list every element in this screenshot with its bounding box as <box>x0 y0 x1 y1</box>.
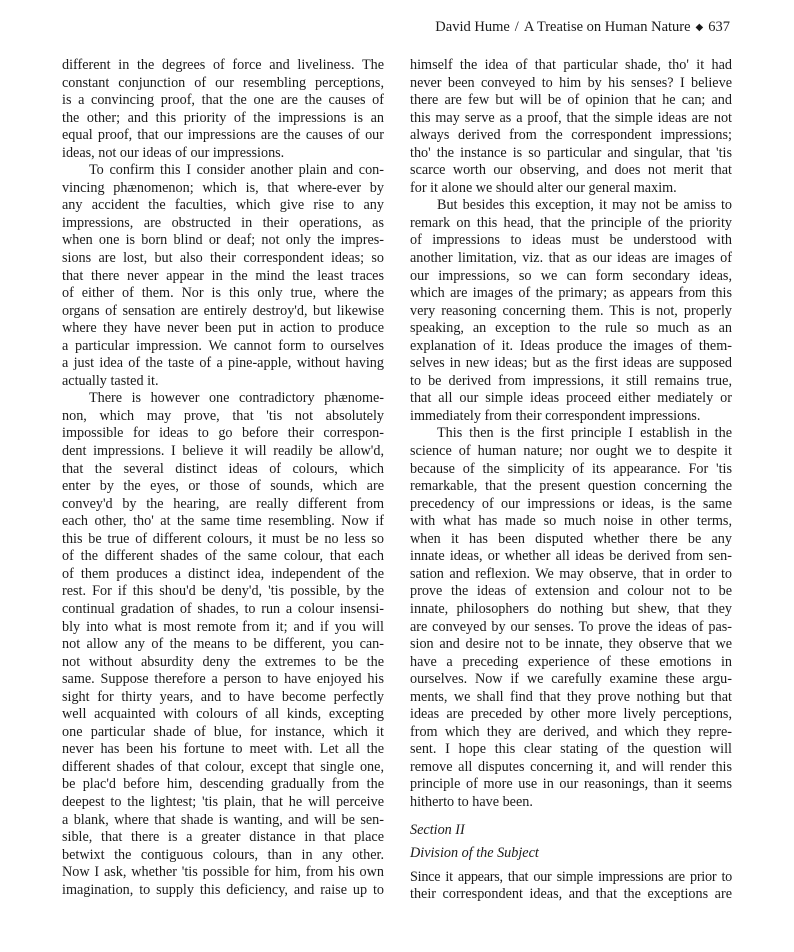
running-head-title: A Treatise on Human Nature <box>523 19 691 35</box>
text-line: be plac'd before him, descending gradually from the <box>62 776 384 793</box>
text-line: ourselves. Now if we carefully examine these argu- <box>410 671 732 688</box>
text-line: equal proof, that our impressions are the causes of our <box>62 127 384 144</box>
text-line: continual gradation of shades, to run a colour insensi- <box>62 600 384 617</box>
text-line: precedency of our impressions or ideas, is the same <box>410 495 732 512</box>
text-line: a blank, where that shade is wanting, and will be sen- <box>62 811 384 828</box>
left-column <box>62 57 384 899</box>
text-line: deepest to the lightest; 'tis plain, that he will perceive <box>62 793 384 810</box>
running-head <box>412 18 730 38</box>
text-line: sent. I hope this clear stating of the question will <box>410 741 732 758</box>
text-line: science of human nature; nor ought we to despite it <box>410 443 732 460</box>
text-line: is a convincing proof, that the one are the causes of <box>62 92 384 109</box>
text-line: a particular impression. We cannot form to ourselves <box>62 337 384 354</box>
text-line: remarkable, that the present question concerning the <box>410 478 732 495</box>
text-line: each other, tho' at the same time resembling. Now if <box>62 513 384 530</box>
text-line: ideas, not our ideas of our impressions. <box>62 144 285 161</box>
text-line: another limitation, viz. that as our ideas are images of <box>410 250 732 267</box>
right-column <box>410 57 732 904</box>
text-line: are conveyed by our senses. To prove the ideas of pas- <box>410 618 732 635</box>
text-line: which are images of the primary; as appears from this <box>410 285 732 302</box>
text-line: betwixt the contiguous colours, than in any other. <box>62 846 384 863</box>
text-line: because of the simplicity of its appearance. For 'tis <box>410 460 732 477</box>
text-line: any accident the faculties, which give rise to any <box>62 197 384 214</box>
text-line: a just idea of the taste of a pine-apple, without having <box>62 355 384 372</box>
text-line: organs of sensation are entirely destroy'd, but likewise <box>62 302 384 319</box>
text-line: that there never appear in the mind the least traces <box>62 267 384 284</box>
text-line: sions are lost, but also their correspondent ideas; so <box>62 250 384 267</box>
text-line: convey'd by the hearing, are really different from <box>62 495 384 512</box>
text-line: have a preceding experience of these emotions in <box>410 653 732 670</box>
text-line: There is however one contradictory phænome- <box>89 390 384 407</box>
section-title: Division of the Subject <box>410 845 539 862</box>
text-line: not allow any of the means to be different, you can- <box>62 636 384 653</box>
text-line: this may serve as a proof, that the simple ideas are not <box>410 109 732 126</box>
text-line: non, which may prove, that 'tis not absolutely <box>62 407 384 424</box>
section-label: Section II <box>410 821 465 838</box>
running-head-author: David Hume <box>435 19 510 35</box>
text-line: selves in new ideas; but as the first ideas are supposed <box>410 355 732 372</box>
text-line: To confirm this I consider another plain and con- <box>89 162 384 179</box>
text-line: dent impressions. I believe it will readily be allow'd, <box>62 443 384 460</box>
text-line: when one is born blind or deaf; not only the impres- <box>62 232 384 249</box>
text-line: tho' the instance is so particular and singular, that 'tis <box>410 144 732 161</box>
text-line: this be true of different colours, it must be no less so <box>62 530 384 547</box>
text-line: imagination, to supply this deficiency, and raise up to <box>62 881 384 898</box>
text-line: with what has made so much noise in other terms, <box>410 513 732 530</box>
text-line: Now I ask, whether 'tis possible for him, from his own <box>62 864 384 881</box>
text-line: scarce worth our observing, and does not merit that <box>410 162 732 179</box>
text-line: enter by the eyes, or those of sounds, which are <box>62 478 384 495</box>
text-line: for it alone we should alter our general maxim. <box>410 179 677 196</box>
text-line: there are few but will be of opinion that he can; and <box>410 92 732 109</box>
text-line: their correspondent ideas, and that the exceptions are <box>410 886 732 903</box>
text-line: always derived from the correspondent impressions; <box>410 127 732 144</box>
text-line: of them produces a distinct idea, independent of the <box>62 565 384 582</box>
text-line: different in the degrees of force and liveliness. The <box>62 57 384 73</box>
text-line: principle of more use in our reasonings, than it seems <box>410 776 732 793</box>
text-line: remove all disputes concerning it, and will render this <box>410 758 732 775</box>
text-line: speaking, an exception to the rule so much as an <box>410 320 732 337</box>
text-line: same. Suppose therefore a person to have enjoyed his <box>62 671 384 688</box>
text-line: sight for thirty years, and to have become perfectly <box>62 688 384 705</box>
text-line: Since it appears, that our simple impressions are prior to <box>410 868 732 885</box>
text-line: of impressions to ideas must be understood with <box>410 232 732 249</box>
text-line: vincing phænomenon; which is, that where-ever by <box>62 179 384 196</box>
text-line: where they have never been put in action to produce <box>62 320 384 337</box>
text-line: well acquainted with colours of all kinds, excepting <box>62 706 384 723</box>
text-line: prove the ideas of extension and colour not to be <box>410 583 732 600</box>
text-line: not without absurdity deny the extremes to be the <box>62 653 384 670</box>
text-line: explanation of it. Ideas produce the images of them- <box>410 337 732 354</box>
text-line: one particular shade of blue, for instance, which it <box>62 723 384 740</box>
text-line: from which they are derived, and which they repre- <box>410 723 732 740</box>
text-line: very reasoning concerning them. This is not, properly <box>410 302 732 319</box>
text-line: bly into what is most remote from it; and if you will <box>62 618 384 635</box>
text-line: our impressions, so we can form secondary ideas, <box>410 267 732 284</box>
text-line: himself the idea of that particular shade, tho' it had <box>410 57 732 73</box>
text-line: hitherto to have been. <box>410 793 533 810</box>
text-line: But besides this exception, it may not be amiss to <box>437 197 732 214</box>
text-line: ments, we shall find that they prove nothing but that <box>410 688 732 705</box>
text-line: sible, that there is a greater distance in that place <box>62 829 384 846</box>
text-line: sion and desire not to be innate, they observe that we <box>410 636 732 653</box>
text-line: to be derived from impressions, it still remains true, <box>410 372 732 389</box>
text-line: sation and reflexion. We may observe, that in order to <box>410 565 732 582</box>
text-line: that all our simple ideas proceed either mediately or <box>410 390 732 407</box>
text-line: immediately from their correspondent impressions. <box>410 407 701 424</box>
text-line: different shades of that colour, except that single one, <box>62 758 384 775</box>
text-line: actually tasted it. <box>62 372 159 389</box>
text-line: constant conjunction of our resembling perceptions, <box>62 74 384 91</box>
running-head-separator: / <box>514 19 519 35</box>
text-line: the other; and this priority of the impressions is an <box>62 109 384 126</box>
text-line: impossible for ideas to go before their correspon- <box>62 425 384 442</box>
text-line: ideas are preceded by other more lively perceptions, <box>410 706 732 723</box>
text-line: rest. For if this shou'd be deny'd, 'tis possible, by the <box>62 583 384 600</box>
page-number: 637 <box>708 19 730 35</box>
text-line: remark on this head, that the principle of the priority <box>410 214 732 231</box>
text-line: of either of them. Nor is this only true, where the <box>62 285 384 302</box>
text-line: never has been his fortune to meet with. Let all the <box>62 741 384 758</box>
diamond-ornament-icon: ◆ <box>695 22 704 33</box>
text-line: This then is the first principle I establish in the <box>437 425 732 442</box>
text-line: of the different shades of the same colour, that each <box>62 548 384 565</box>
text-line: innate, philosophers do nothing but shew, that they <box>410 600 732 617</box>
text-line: impressions, are obstructed in their operations, as <box>62 214 384 231</box>
text-line: never been conveyed to him by his senses? I believe <box>410 74 732 91</box>
text-line: innate ideas, or whether all ideas be derived from sen- <box>410 548 732 565</box>
text-line: that the several distinct ideas of colours, which <box>62 460 384 477</box>
text-line: when it has been disputed whether there be any <box>410 530 732 547</box>
